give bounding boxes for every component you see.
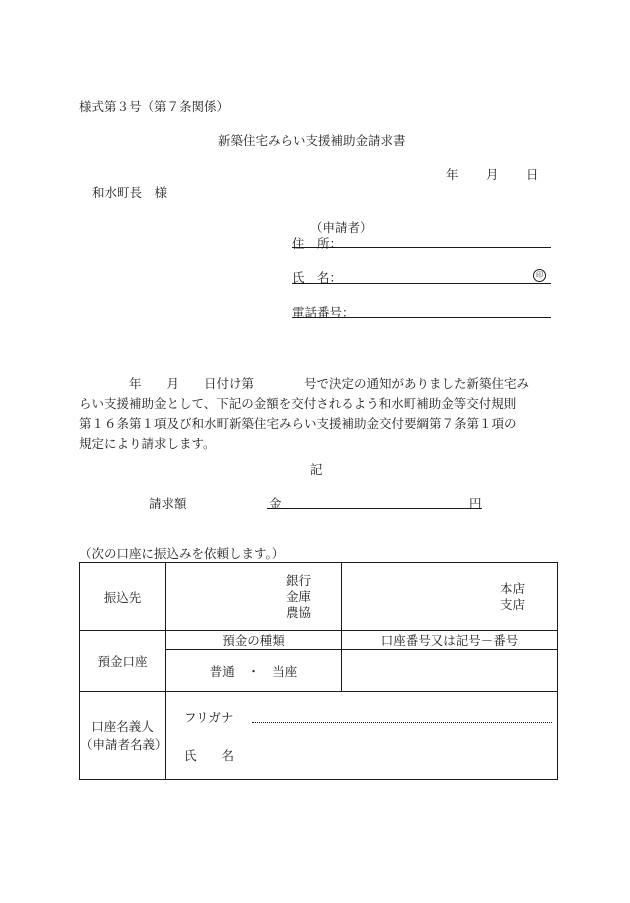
address-field[interactable] <box>292 247 551 248</box>
date-day[interactable]: 日 <box>526 167 539 182</box>
form-title: 新築住宅みらい支援補助金請求書 <box>218 133 406 148</box>
institution-list <box>286 573 311 621</box>
address-label: 住 所： <box>292 236 343 251</box>
body-line: らい支援補助金として、下記の金額を交付されるよう和水町補助金等交付規則 <box>79 396 517 411</box>
deposit-type-header: 預金の種類 <box>166 631 342 650</box>
institution-cell[interactable] <box>166 563 342 631</box>
holder-name-label: 氏 名 <box>184 748 235 763</box>
phone-label: 電話番号： <box>292 305 355 320</box>
transfer-to-label: 振込先 <box>80 563 166 631</box>
amount-prefix: 金 <box>269 496 282 511</box>
account-number-header: 口座番号又は記号－番号 <box>342 631 558 650</box>
amount-field[interactable] <box>267 508 482 509</box>
furigana-field[interactable] <box>252 722 552 723</box>
date-year[interactable]: 年 <box>446 167 459 182</box>
branch-main: 本店 <box>500 581 526 596</box>
applicant-heading: （申請者） <box>310 220 373 235</box>
holder-label-line2: （申請者名義） <box>80 736 168 752</box>
deposit-type-value[interactable]: 普通 ・ 当座 <box>166 650 342 692</box>
seal-icon: 印 <box>533 269 546 282</box>
amount-suffix: 円 <box>469 496 482 511</box>
holder-row <box>80 692 558 780</box>
transfer-to-row <box>80 563 558 631</box>
holder-label-line1: 口座名義人 <box>91 718 154 734</box>
ki-heading: 記 <box>310 462 323 477</box>
deposit-label: 預金口座 <box>80 631 166 692</box>
holder-label <box>80 692 166 780</box>
account-number-field[interactable] <box>342 650 558 692</box>
transfer-note: （次の口座に振込みを依頼します。） <box>79 546 285 561</box>
name-field[interactable] <box>292 283 551 284</box>
deposit-header-row <box>80 631 558 650</box>
addressee: 和水町長 様 <box>92 185 168 200</box>
phone-field[interactable] <box>292 317 551 318</box>
branch-sub: 支店 <box>500 597 526 612</box>
institution-bank: 銀行 <box>286 573 312 588</box>
body-line: 第１６条第１項及び和水町新築住宅みらい支援補助金交付要綱第７条第１項の <box>79 416 517 431</box>
body-line: 規定により請求します。 <box>79 436 216 451</box>
name-label: 氏 名： <box>292 270 343 285</box>
date-month[interactable]: 月 <box>486 167 499 182</box>
form-number: 様式第３号（第７条関係） <box>79 99 230 114</box>
institution-shinkin: 金庫 <box>286 589 312 604</box>
branch-cell[interactable] <box>342 563 558 631</box>
furigana-label: フリガナ <box>184 710 234 725</box>
amount-label: 請求額 <box>149 496 187 511</box>
body-line: 年 月 日付け第 号で決定の通知がありました新築住宅み <box>79 376 530 391</box>
holder-name-field[interactable] <box>252 742 552 764</box>
branch-list <box>500 581 525 613</box>
bank-table <box>79 562 558 780</box>
holder-cell <box>166 692 558 780</box>
institution-nokyo: 農協 <box>286 605 312 620</box>
